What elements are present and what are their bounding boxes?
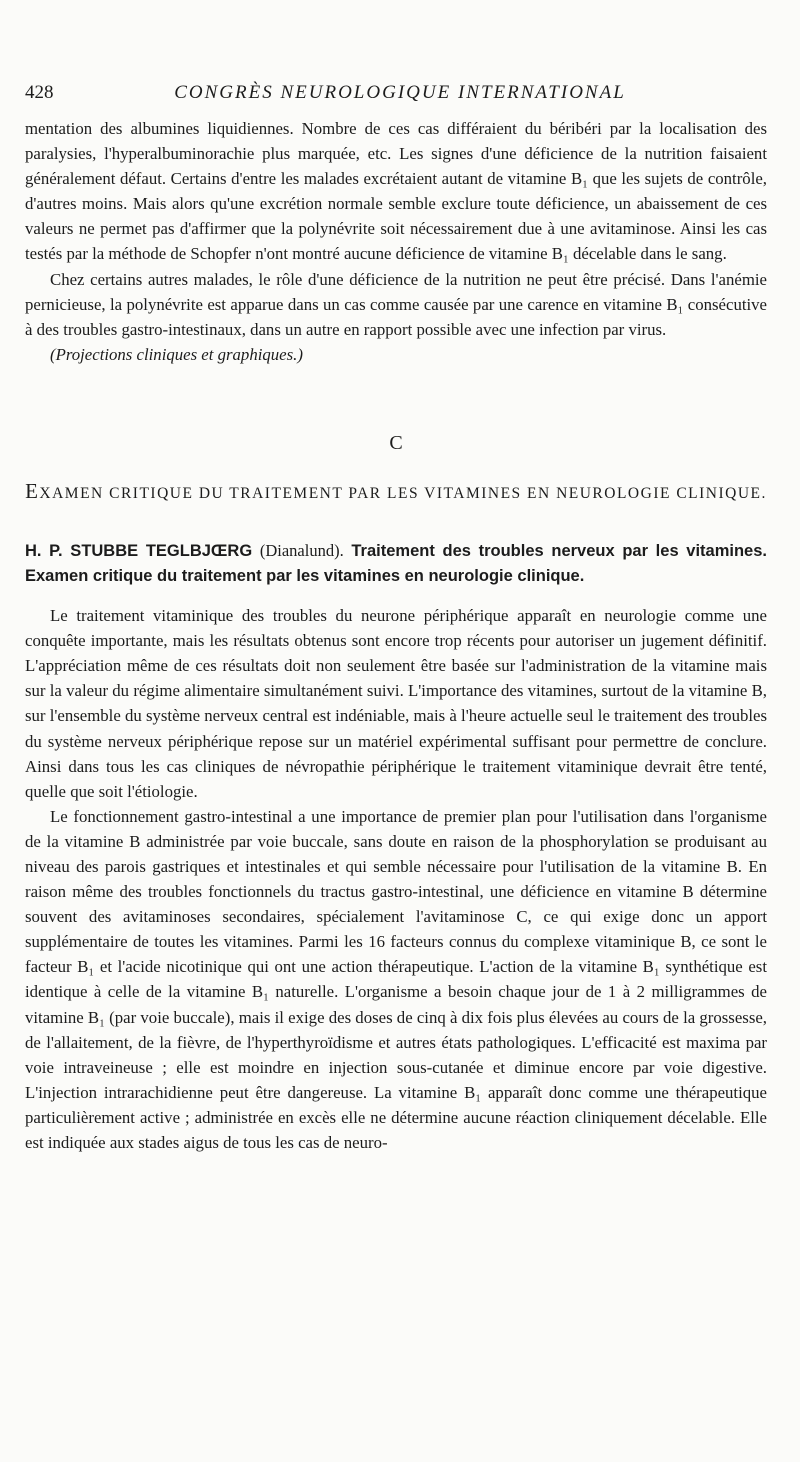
paragraph-gastro-intestinal: Le fonctionnement gastro-intestinal a une importance de premier plan pour l'utilisation dans l'organisme de la vitamine B administrée par voie buccale, sans doute en raison de la phosphorylation se produisant au niveau des parois gastriques et intestinales et qui semble nécessaire pour l'utilisation de la vitamine B. En raison même des troubles fonctionnels du tractus gastro-intestinal, une déficience en vitamine B détermine souvent des avitaminoses secondaires, spécialement l'avitaminose C, ce qui exige donc un apport supplémentaire de toutes les vitamines. Parmi les 16 facteurs connus du complexe vitaminique B, ce sont le facteur B₁ et l'acide nicotinique qui ont une action thérapeutique. L'action de la vitamine B₁ synthétique est identique à celle de la vitamine B₁ naturelle. L'organisme a besoin chaque jour de 1 à 2 milligrammes de vitamine B₁ (par voie buccale), mais il exige des doses de cinq à dix fois plus élevées au cours de la grossesse, de l'allaitement, de la fièvre, de l'hyperthyroïdisme et autres états pathologiques. L'efficacité est maxima par voie intraveineuse ; elle est moindre en injection sous-cutanée et diminue encore par voie digestive. L'injection intrarachidienne peut être dangereuse. La vitamine B₁ apparaît donc comme une thérapeutique particulièrement active ; administrée en excès elle ne détermine aucune réaction cliniquement décelable. Elle est indiquée aux stades aigus de tous les cas de neuro- — [25, 806, 767, 1152]
author-affiliation: (Dianalund). — [259, 541, 344, 561]
running-title: CONGRÈS NEUROLOGIQUE INTERNATIONAL — [174, 82, 626, 103]
author-name: H. P. STUBBE TEGLBJŒRG — [25, 542, 253, 561]
section-title-rest: XAMEN CRITIQUE DU TRAITEMENT PAR LES VITAMINES EN NEUROLOGIE CLINIQUE. — [39, 485, 767, 503]
section-letter: C — [389, 431, 403, 454]
page-number: 428 — [25, 82, 54, 103]
page-header — [25, 82, 775, 106]
projection-note: (Projections cliniques et graphiques.) — [50, 344, 303, 364]
abstract-heading — [25, 538, 767, 589]
paragraph-vitamin-treatment: Le traitement vitaminique des troubles du neurone périphérique apparaît en neurologie comme une conquête importante, mais les résultats obtenus sont encore trop récents pour autoriser un jugement définitif. L'appréciation même de ces résultats doit non seulement être basée sur l'administration de la vitamine mais sur la valeur du régime alimentaire simultanément suivi. L'importance des vitamines, surtout de la vitamine B, sur l'ensemble du système nerveux central est indéniable, mais à l'heure actuelle seul le traitement des troubles du système nerveux périphérique repose sur un matériel expérimental suffisant pour permettre de conclure. Ainsi dans tous les cas cliniques de névropathie périphérique le traitement vitaminique devrait être tenté, quelle que soit l'étiologie. — [25, 606, 767, 801]
section-title — [25, 480, 767, 505]
page-content — [25, 116, 767, 1155]
section-title-initial: E — [25, 479, 40, 504]
paragraph-continuation: mentation des albumines liquidiennes. Nombre de ces cas différaient du béribéri par la localisation des paralysies, l'hyperalbuminorachie plus marquée, etc. Les signes d'une déficience de la nutrition faisaient généralement défaut. Certains d'entre les malades excrétaient autant de vitamine B₁ que les sujets de contrôle, d'autres moins. Mais alors qu'une excrétion normale semble exclure toute déficience, un abaissement de ces valeurs ne permet pas d'affirmer que la polynévrite soit nécessairement due à une avitaminose. Ainsi les cas testés par la méthode de Schopfer n'ont montré aucune déficience de vitamine B₁ décelable dans le sang. — [25, 119, 767, 264]
abstract-title: Traitement des troubles nerveux par les vitamines. Examen critique du traitement par les vitamines en neurologie clinique. — [25, 542, 767, 586]
paragraph-other-patients: Chez certains autres malades, le rôle d'une déficience de la nutrition ne peut être précisé. Dans l'anémie pernicieuse, la polynévrite est apparue dans un cas comme causée par une carence en vitamine B₁ consécutive à des troubles gastro-intestinaux, dans un autre en rapport possible avec une infection par virus. — [25, 269, 767, 339]
